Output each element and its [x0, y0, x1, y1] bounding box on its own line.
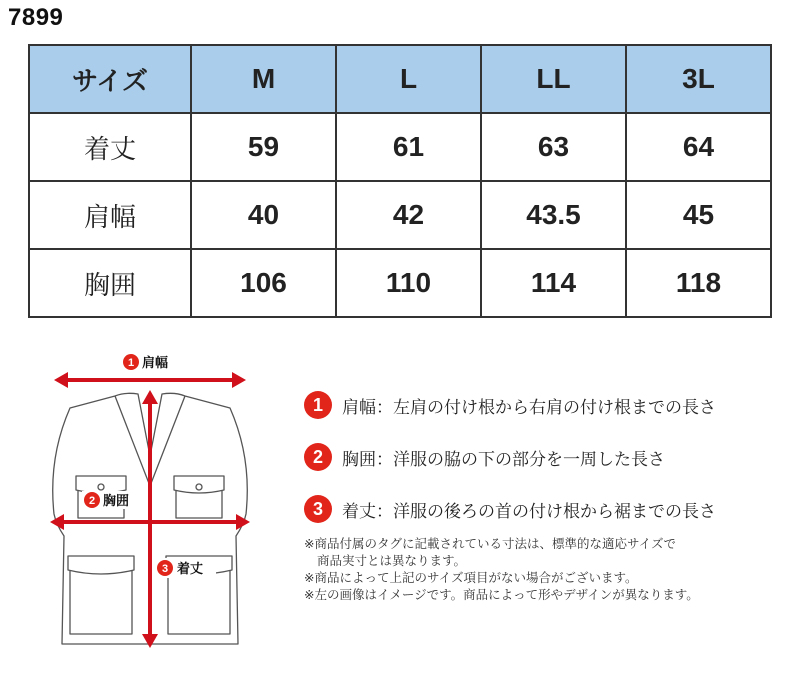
table-cell: 118	[626, 249, 771, 317]
size-header-ll: LL	[481, 45, 626, 113]
legend-item-shoulder	[304, 389, 716, 421]
shoulder-label	[123, 354, 168, 371]
svg-text:1: 1	[127, 357, 135, 369]
legend-description: ：左肩の付け根から右肩の付け根までの長さ	[376, 397, 716, 418]
legend-description: ：洋服の脇の下の部分を一周した長さ	[376, 449, 665, 470]
product-code: 7899	[8, 4, 64, 31]
table-cell: 106	[191, 249, 336, 317]
svg-text:肩幅: 肩幅	[142, 356, 169, 371]
table-cell: 42	[336, 181, 481, 249]
table-cell: 40	[191, 181, 336, 249]
number-badge: 2	[304, 443, 332, 471]
number-badge: 1	[304, 391, 332, 419]
svg-text:2: 2	[88, 495, 96, 507]
size-header-3l: 3L	[626, 45, 771, 113]
measurement-legend	[304, 389, 716, 545]
size-header-l: L	[336, 45, 481, 113]
chest-label	[82, 491, 142, 509]
row-label-shoulder: 肩幅	[29, 181, 191, 249]
table-cell: 64	[626, 113, 771, 181]
legend-term: 着丈	[342, 501, 376, 522]
table-row	[29, 181, 771, 249]
size-header-m: M	[191, 45, 336, 113]
note-line: ※商品によって上記のサイズ項目がない場合がございます。	[304, 570, 638, 585]
legend-term: 胸囲	[342, 449, 376, 470]
note-line: ※商品付属のタグに記載されている寸法は、標準的な適応サイズで	[304, 536, 676, 551]
table-row	[29, 113, 771, 181]
size-table	[28, 44, 772, 318]
table-cell: 114	[481, 249, 626, 317]
length-label	[156, 558, 216, 578]
table-cell: 63	[481, 113, 626, 181]
table-cell: 43.5	[481, 181, 626, 249]
table-cell: 61	[336, 113, 481, 181]
row-label-chest: 胸囲	[29, 249, 191, 317]
table-row	[29, 249, 771, 317]
number-badge: 3	[304, 495, 332, 523]
note-line: ※左の画像はイメージです。商品によって形やデザインが異なります。	[304, 587, 699, 602]
svg-text:胸囲: 胸囲	[103, 494, 130, 509]
table-cell: 110	[336, 249, 481, 317]
vest-diagram	[40, 346, 260, 656]
svg-text:3: 3	[161, 563, 169, 575]
notes	[304, 535, 699, 603]
legend-item-length	[304, 493, 716, 525]
table-cell: 59	[191, 113, 336, 181]
size-header-label: サイズ	[29, 45, 191, 113]
legend-term: 肩幅	[342, 397, 376, 418]
legend-item-chest	[304, 441, 716, 473]
table-cell: 45	[626, 181, 771, 249]
note-line: 商品実寸とは異なります。	[317, 553, 467, 568]
legend-description: ：洋服の後ろの首の付け根から裾までの長さ	[376, 501, 716, 522]
svg-text:着丈: 着丈	[177, 562, 204, 577]
row-label-length: 着丈	[29, 113, 191, 181]
size-table-header-row	[29, 45, 771, 113]
